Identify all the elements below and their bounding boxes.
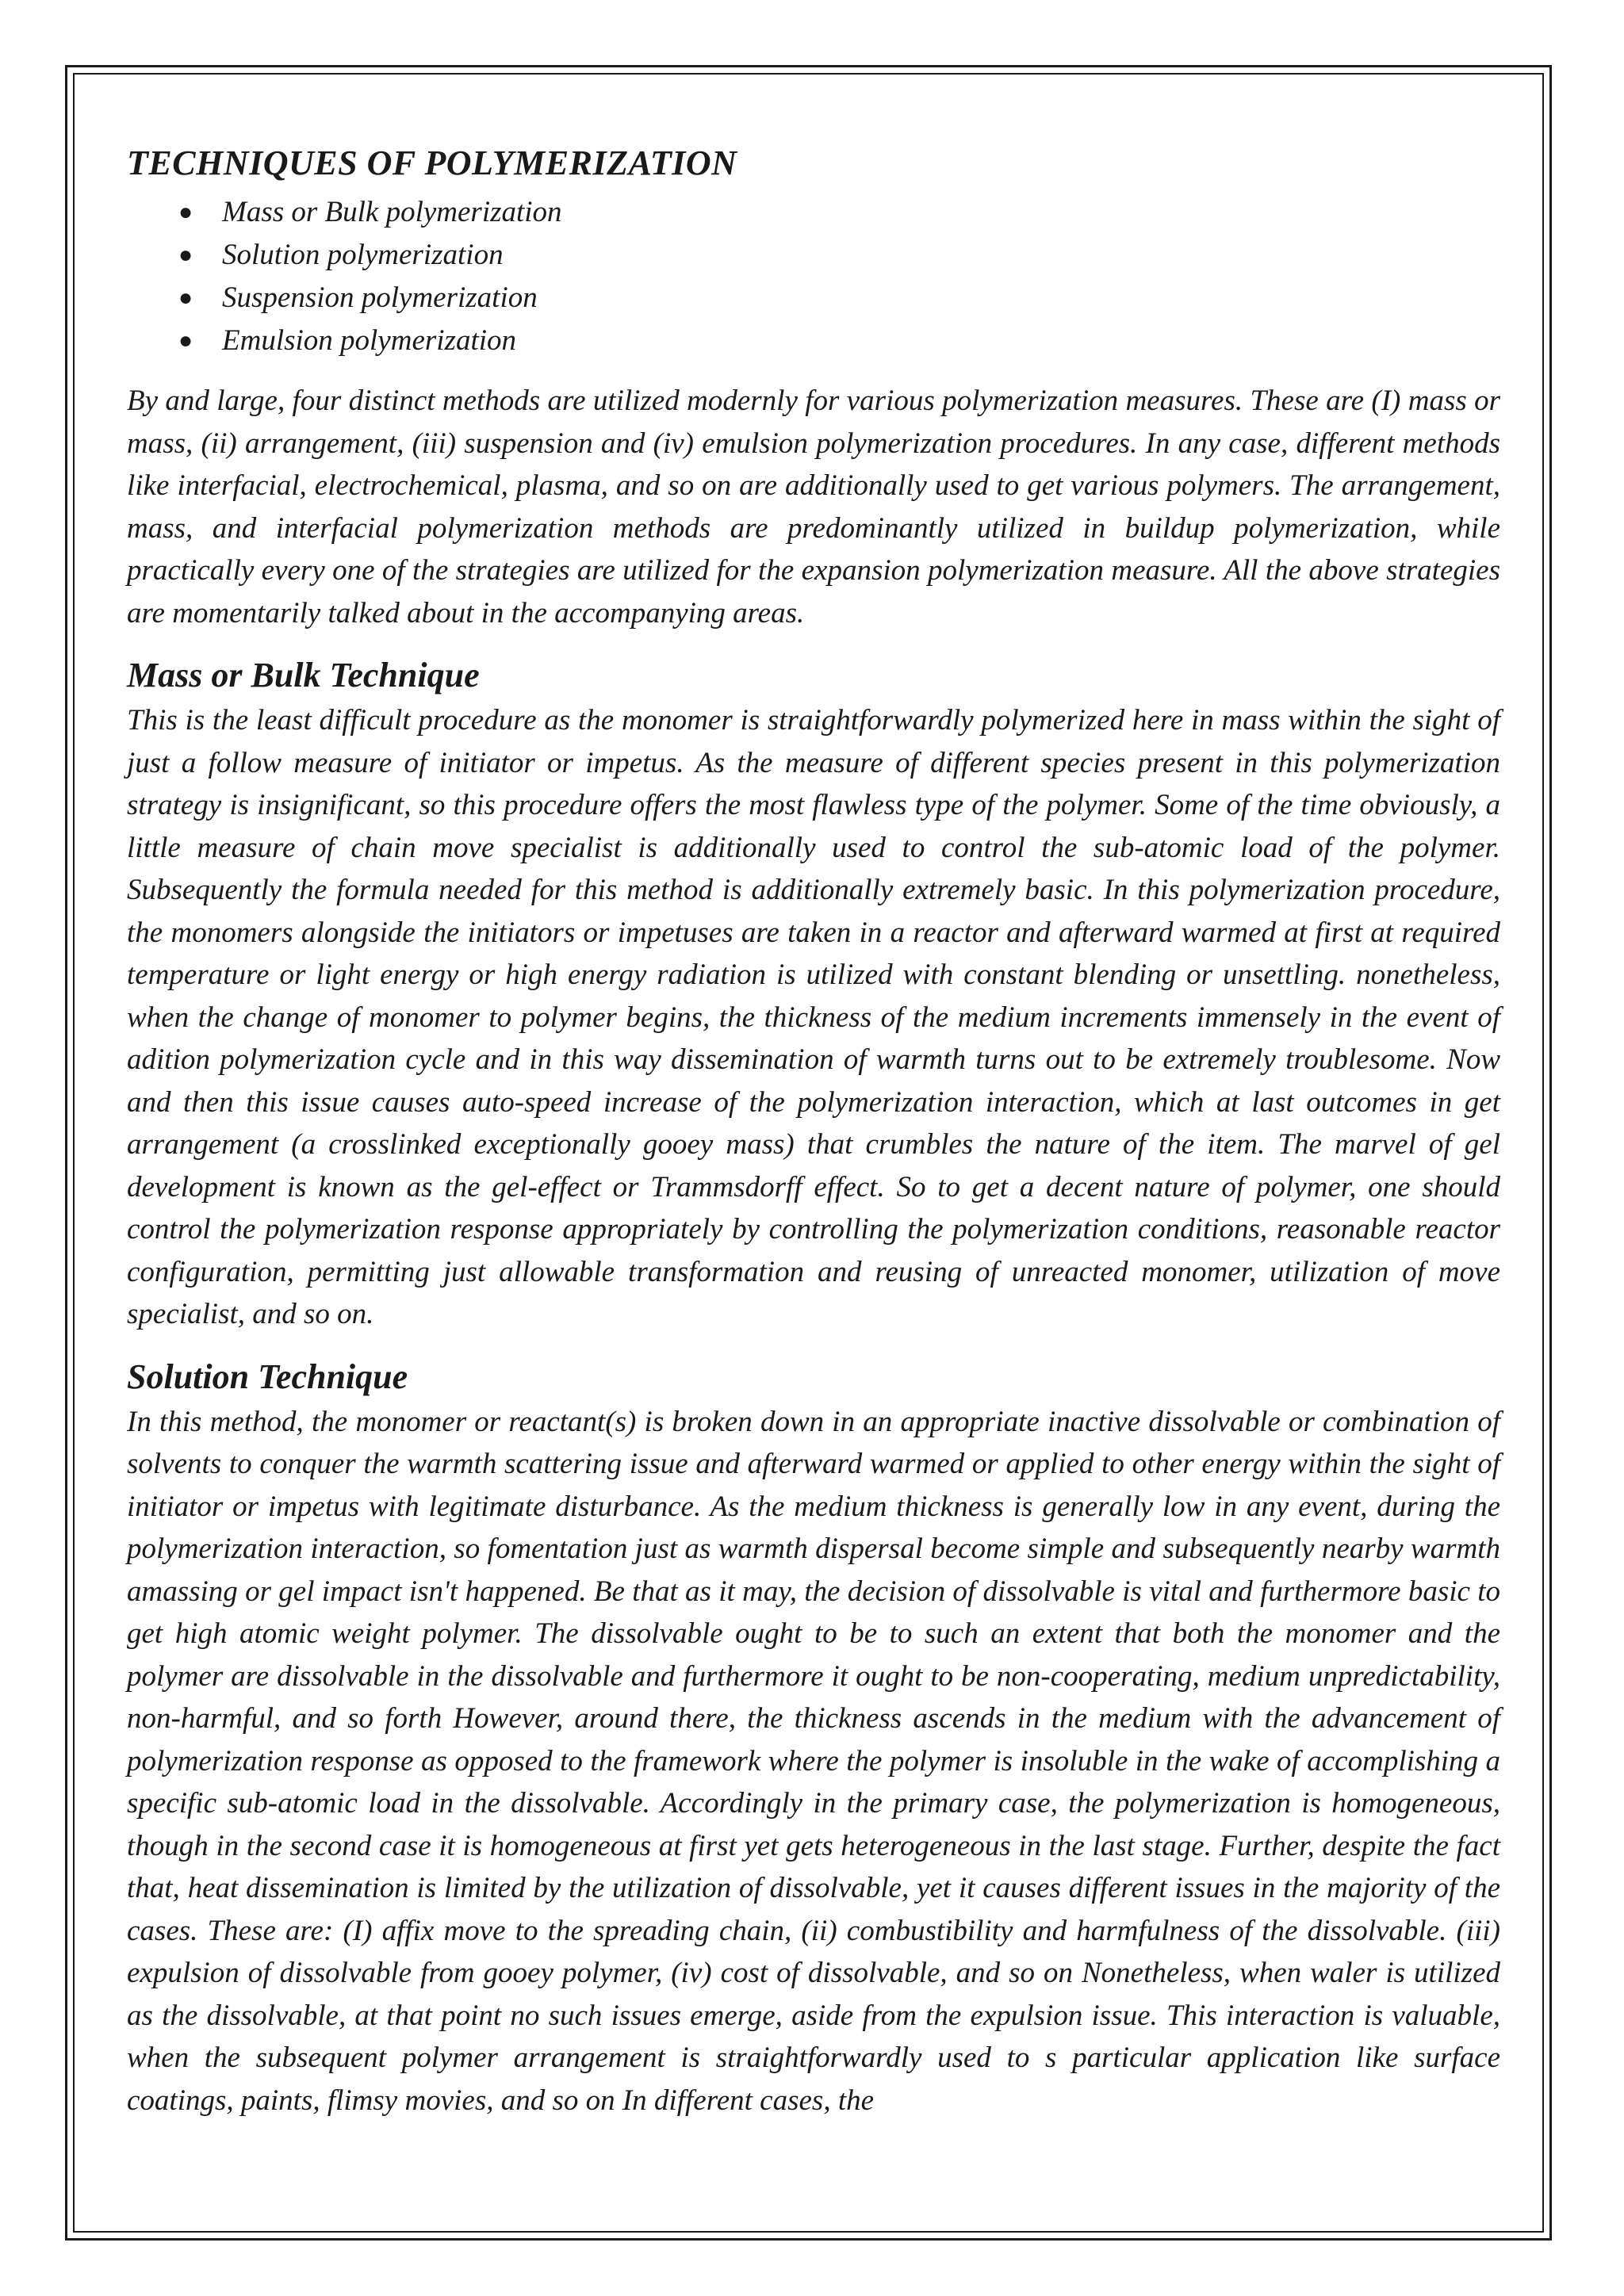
section-heading-mass-bulk: Mass or Bulk Technique	[127, 656, 480, 695]
list-item	[178, 191, 1500, 234]
list-item-label: Emulsion polymerization	[222, 324, 517, 357]
list-item-label: Solution polymerization	[222, 239, 504, 271]
intro-paragraph: By and large, four distinct methods are utilized modernly for various polymerization measures. These are (I) mass or mass, (ii) arrangement, (iii) suspension and (iv) emulsion polymerization procedures. In any case, different methods like interfacial, electrochemical, plasma, and so on are additionally used to get various polymers. The arrangement, mass, and interfacial polymerization methods are predominantly utilized in buildup polymerization, while practically every one of the strategies are utilized for the expansion polymerization measure. All the above strategies are momentarily talked about in the accompanying areas.	[127, 385, 1500, 629]
list-item-label: Suspension polymerization	[222, 281, 538, 314]
section-body-solution: In this method, the monomer or reactant(s) is broken down in an appropriate inactive dissolvable or combination of solvents to conquer the warmth scattering issue and afterward warmed or applied to other energy within the sight of initiator or impetus with legitimate disturbance. As the medium thickness is generally low in any event, during the polymerization interaction, so fomentation just as warmth dispersal become simple and subsequently nearby warmth amassing or gel impact isn't happened. Be that as it may, the decision of dissolvable is vital and furthermore basic to get high atomic weight polymer. The dissolvable ought to be to such an extent that both the monomer and the polymer are dissolvable in the dissolvable and furthermore it ought to be non-cooperating, medium unpredictability, non-harmful, and so forth However, around there, the thickness ascends in the medium with the advancement of polymerization response as opposed to the framework where the polymer is insoluble in the wake of accomplishing a specific sub-atomic load in the dissolvable. Accordingly in the primary case, the polymerization is homogeneous, though in the second case it is homogeneous at first yet gets heterogeneous in the last stage. Further, despite the fact that, heat dissemination is limited by the utilization of dissolvable, yet it causes different issues in the majority of the cases. These are: (I) affix move to the spreading chain, (ii) combustibility and harmfulness of the dissolvable. (iii) expulsion of dissolvable from gooey polymer, (iv) cost of dissolvable, and so on Nonetheless, when waler is utilized as the dissolvable, at that point no such issues emerge, aside from the expulsion issue. This interaction is valuable, when the subsequent polymer arrangement is straightforwardly used to s particular application like surface coatings, paints, flimsy movies, and so on In different cases, the	[127, 1405, 1500, 2117]
list-item	[178, 277, 1500, 320]
list-item	[178, 320, 1500, 362]
bullet-icon: ●	[178, 327, 193, 354]
techniques-list	[127, 191, 1500, 362]
section-heading-solution: Solution Technique	[127, 1357, 408, 1396]
page-title: TECHNIQUES OF POLYMERIZATION	[127, 144, 737, 182]
section-body-mass-bulk: This is the least difficult procedure as the monomer is straightforwardly polymerized here in mass within the sight of just a follow measure of initiator or impetus. As the measure of different species present in this polymerization strategy is insignificant, so this procedure offers the most flawless type of the polymer. Some of the time obviously, a little measure of chain move specialist is additionally used to control the sub-atomic load of the polymer. Subsequently the formula needed for this method is additionally extremely basic. In this polymerization procedure, the monomers alongside the initiators or impetuses are taken in a reactor and afterward warmed at first at required temperature or light energy or high energy radiation is utilized with constant blending or unsettling. nonetheless, when the change of monomer to polymer begins, the thickness of the medium increments immensely in the event of adition polymerization cycle and in this way dissemination of warmth turns out to be extremely troublesome. Now and then this issue causes auto-speed increase of the polymerization interaction, which at last outcomes in get arrangement (a crosslinked exceptionally gooey mass) that crumbles the nature of the item. The marvel of gel development is known as the gel-effect or Trammsdorff effect. So to get a decent nature of polymer, one should control the polymerization response appropriately by controlling the polymerization conditions, reasonable reactor configuration, permitting just allowable transformation and reusing of unreacted monomer, utilization of move specialist, and so on.	[127, 704, 1500, 1330]
bullet-icon: ●	[178, 242, 193, 268]
bullet-icon: ●	[178, 285, 193, 311]
list-item-label: Mass or Bulk polymerization	[222, 196, 562, 228]
list-item	[178, 234, 1500, 277]
bullet-icon: ●	[178, 199, 193, 225]
page-content	[127, 143, 1500, 2141]
